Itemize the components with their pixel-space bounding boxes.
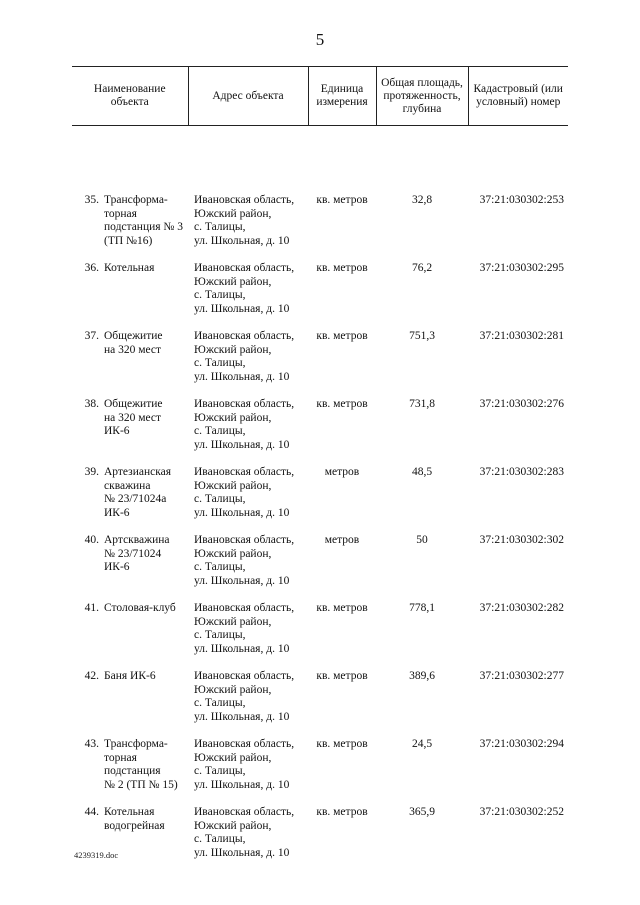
cell-address xyxy=(188,330,308,398)
cell-unit: метров xyxy=(324,534,360,546)
cell-area: 24,5 xyxy=(411,738,433,750)
row-number: 37. xyxy=(84,330,99,342)
table-row xyxy=(72,534,568,602)
cell-area: 76,2 xyxy=(411,262,433,274)
cell-address xyxy=(188,670,308,738)
address-line: Ивановская область, xyxy=(194,738,295,750)
object-name-line: на 320 мест xyxy=(104,343,162,356)
address-line: Южский район, xyxy=(194,819,272,832)
object-name-line: Общежитие xyxy=(104,398,163,410)
address-line: с. Талицы, xyxy=(194,765,246,777)
address-line: Южский район, xyxy=(194,615,272,628)
address-line: с. Талицы, xyxy=(194,357,246,369)
row-number: 35. xyxy=(84,194,99,206)
address-line: Ивановская область, xyxy=(194,330,295,342)
object-name-line: на 320 мест xyxy=(104,411,162,424)
cell-cadastral: 37:21:030302:277 xyxy=(479,670,564,682)
object-name-line: Трансформа- xyxy=(104,738,168,750)
object-name-line: скважина xyxy=(104,479,151,492)
address-line: Южский район, xyxy=(194,411,272,424)
cell-area: 48,5 xyxy=(411,466,433,478)
cell-cadastral: 37:21:030302:276 xyxy=(479,398,564,410)
row-number: 39. xyxy=(84,466,99,478)
address-line: Южский район, xyxy=(194,479,272,492)
object-name-line: Котельная xyxy=(104,806,155,818)
cell-name xyxy=(72,330,188,398)
address-line: Ивановская область, xyxy=(194,806,295,818)
object-name-line: Артскважина xyxy=(104,534,170,546)
cell-address xyxy=(188,262,308,330)
address-line: Южский район, xyxy=(194,683,272,696)
object-name-line: ИК-6 xyxy=(104,425,130,437)
cell-area: 50 xyxy=(416,534,428,546)
object-name-line: Баня ИК-6 xyxy=(104,670,156,682)
cell-address xyxy=(188,602,308,670)
address-line: ул. Школьная, д. 10 xyxy=(194,302,290,315)
address-line: Ивановская область, xyxy=(194,466,295,478)
cell-unit: кв. метров xyxy=(316,806,368,818)
cell-area: 389,6 xyxy=(409,670,435,682)
object-name-line: ИК-6 xyxy=(104,506,130,519)
cell-cadastral: 37:21:030302:282 xyxy=(479,602,564,614)
table-row xyxy=(72,398,568,466)
cell-cadastral: 37:21:030302:283 xyxy=(479,466,564,478)
cell-area: 731,8 xyxy=(409,398,435,410)
cell-unit: кв. метров xyxy=(316,194,368,206)
row-number: 38. xyxy=(84,398,99,410)
object-name-line: Общежитие xyxy=(104,330,163,342)
object-name-line: Котельная xyxy=(104,262,155,274)
header-name: Наименование объекта xyxy=(72,67,188,126)
address-line: с. Талицы, xyxy=(194,425,246,437)
address-line: ул. Школьная, д. 10 xyxy=(194,234,290,247)
cell-address xyxy=(188,398,308,466)
object-name-line: подстанция xyxy=(104,765,161,777)
address-line: Южский район, xyxy=(194,275,272,288)
table-row xyxy=(72,602,568,670)
cell-unit: кв. метров xyxy=(316,670,368,682)
cell-area: 32,8 xyxy=(411,194,433,206)
cell-name xyxy=(72,534,188,602)
cell-name xyxy=(72,670,188,738)
row-number: 43. xyxy=(84,738,99,750)
cell-cadastral: 37:21:030302:294 xyxy=(479,738,564,750)
property-table xyxy=(72,66,568,874)
header-area: Общая площадь, протяженность, глубина xyxy=(376,67,468,126)
address-line: с. Талицы, xyxy=(194,493,246,505)
object-name-line: Артезианская xyxy=(104,466,172,478)
row-number: 44. xyxy=(84,806,99,818)
cell-cadastral: 37:21:030302:302 xyxy=(479,534,564,546)
address-line: с. Талицы, xyxy=(194,221,246,233)
table-row xyxy=(72,262,568,330)
cell-cadastral: 37:21:030302:281 xyxy=(479,330,564,342)
address-line: ул. Школьная, д. 10 xyxy=(194,710,290,723)
table-row xyxy=(72,194,568,262)
cell-name xyxy=(72,738,188,806)
spacer-row xyxy=(72,126,568,195)
cell-unit: кв. метров xyxy=(316,602,368,614)
object-name-line: водогрейная xyxy=(104,819,165,832)
object-name-line: № 2 (ТП № 15) xyxy=(104,778,178,791)
cell-name xyxy=(72,602,188,670)
address-line: с. Талицы, xyxy=(194,629,246,641)
cell-unit: кв. метров xyxy=(316,398,368,410)
object-name-line: № 23/71024а xyxy=(104,493,167,505)
address-line: Ивановская область, xyxy=(194,670,295,682)
address-line: Ивановская область, xyxy=(194,398,295,410)
object-name-line: Трансформа- xyxy=(104,194,168,206)
address-line: с. Талицы, xyxy=(194,289,246,301)
cell-name xyxy=(72,398,188,466)
address-line: Южский район, xyxy=(194,207,272,220)
address-line: Ивановская область, xyxy=(194,262,295,274)
object-name-line: (ТП №16) xyxy=(104,234,153,247)
table-row xyxy=(72,670,568,738)
address-line: ул. Школьная, д. 10 xyxy=(194,846,290,859)
object-name-line: торная xyxy=(104,207,137,220)
table-header-row xyxy=(72,67,568,126)
cell-cadastral: 37:21:030302:295 xyxy=(479,262,564,274)
cell-address xyxy=(188,534,308,602)
address-line: с. Талицы, xyxy=(194,697,246,709)
cell-area: 365,9 xyxy=(409,806,435,818)
object-name-line: ИК-6 xyxy=(104,561,130,573)
header-cadastral: Кадастровый (или условный) номер xyxy=(468,67,568,126)
address-line: ул. Школьная, д. 10 xyxy=(194,438,290,451)
object-name-line: № 23/71024 xyxy=(104,547,162,560)
page-number: 5 xyxy=(315,30,325,49)
cell-name xyxy=(72,466,188,534)
address-line: Ивановская область, xyxy=(194,602,295,614)
cell-address xyxy=(188,806,308,874)
cell-name xyxy=(72,194,188,262)
object-name-line: торная xyxy=(104,751,137,764)
address-line: Южский район, xyxy=(194,751,272,764)
cell-address xyxy=(188,194,308,262)
address-line: ул. Школьная, д. 10 xyxy=(194,778,290,791)
cell-address xyxy=(188,466,308,534)
table-body xyxy=(72,126,568,875)
cell-unit: метров xyxy=(324,466,360,478)
cell-name xyxy=(72,262,188,330)
cell-cadastral: 37:21:030302:252 xyxy=(479,806,564,818)
cell-area: 751,3 xyxy=(409,330,435,342)
address-line: Ивановская область, xyxy=(194,194,295,206)
header-address: Адрес объекта xyxy=(188,67,308,126)
row-number: 36. xyxy=(84,262,99,274)
table-row xyxy=(72,806,568,874)
address-line: с. Талицы, xyxy=(194,561,246,573)
row-number: 41. xyxy=(84,602,99,614)
address-line: ул. Школьная, д. 10 xyxy=(194,574,290,587)
footer-file-name: 4239319.doc xyxy=(74,850,119,860)
address-line: Ивановская область, xyxy=(194,534,295,546)
cell-address xyxy=(188,738,308,806)
table-row xyxy=(72,330,568,398)
cell-cadastral: 37:21:030302:253 xyxy=(479,194,564,206)
cell-unit: кв. метров xyxy=(316,330,368,342)
cell-unit: кв. метров xyxy=(316,738,368,750)
row-number: 40. xyxy=(84,534,99,546)
cell-area: 778,1 xyxy=(409,602,435,614)
table-row xyxy=(72,466,568,534)
cell-unit: кв. метров xyxy=(316,262,368,274)
address-line: Южский район, xyxy=(194,547,272,560)
address-line: с. Талицы, xyxy=(194,833,246,845)
address-line: Южский район, xyxy=(194,343,272,356)
address-line: ул. Школьная, д. 10 xyxy=(194,506,290,519)
header-unit: Единица измерения xyxy=(308,67,376,126)
table-row xyxy=(72,738,568,806)
cell-name xyxy=(72,806,188,874)
object-name-line: Столовая-клуб xyxy=(104,602,176,614)
object-name-line: подстанция № 3 xyxy=(104,221,184,233)
address-line: ул. Школьная, д. 10 xyxy=(194,370,290,383)
row-number: 42. xyxy=(84,670,99,682)
address-line: ул. Школьная, д. 10 xyxy=(194,642,290,655)
